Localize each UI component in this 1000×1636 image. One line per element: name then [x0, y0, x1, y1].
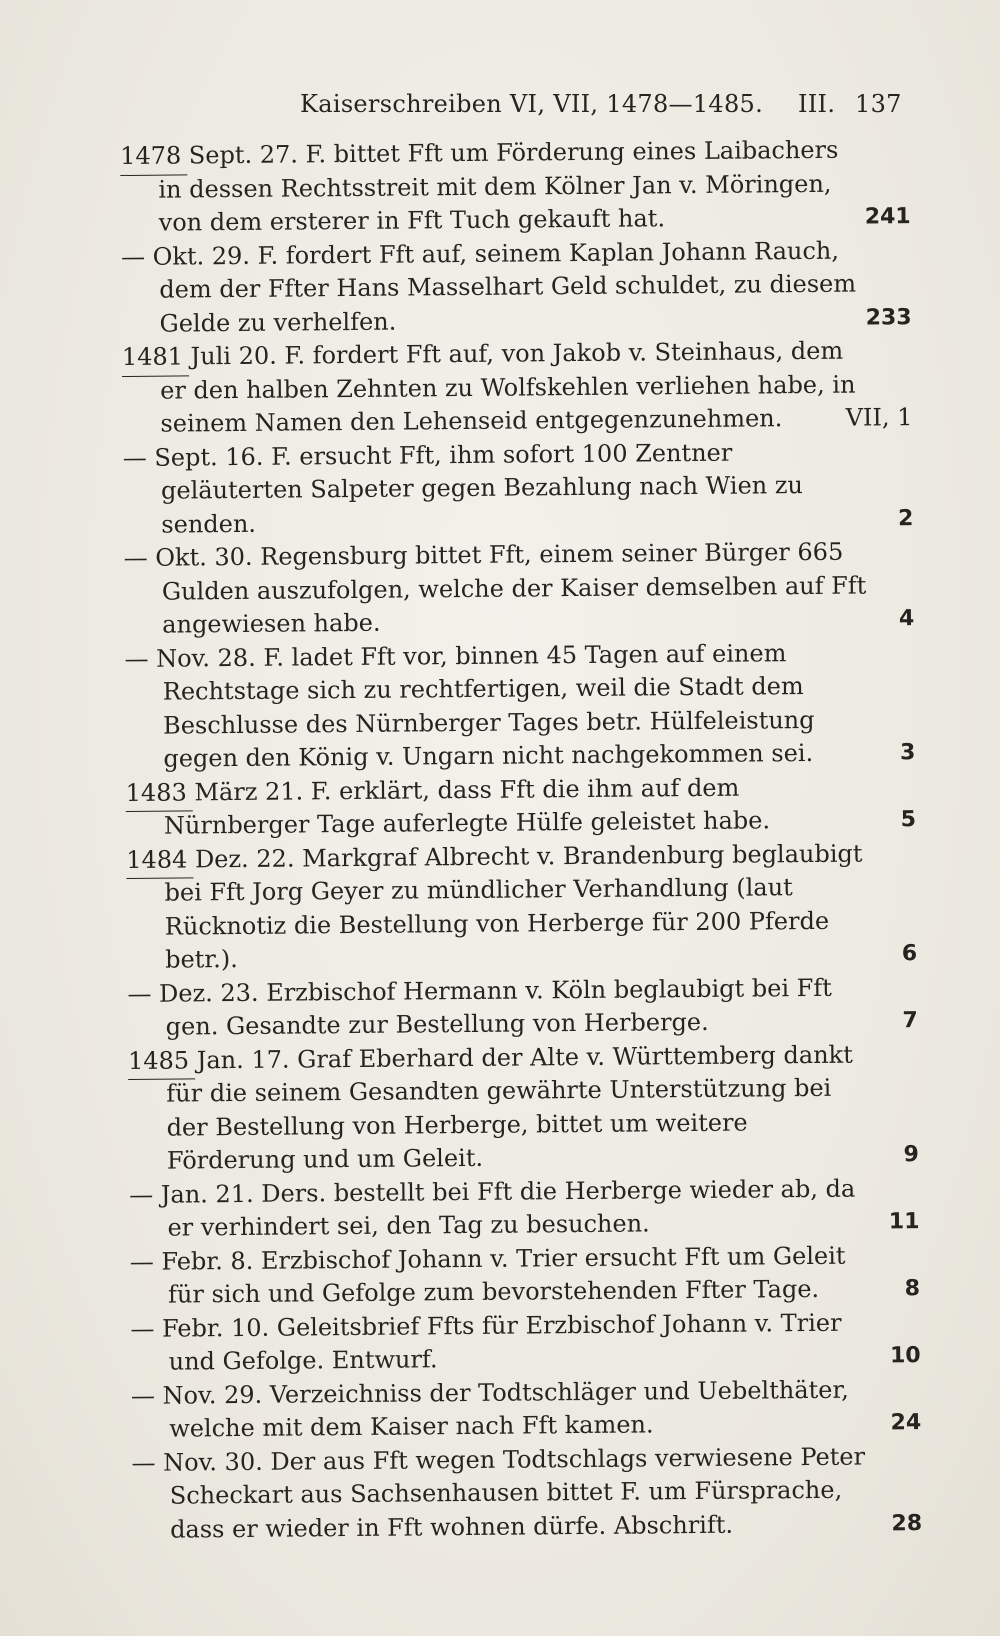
list-item — [122, 334, 913, 441]
entry-year: 1481 — [122, 340, 183, 374]
entry-text: Erzbischof Hermann v. Köln beglaubigt bei Fft gen. Gesandte zur Bestellung von Herberge. — [165, 973, 832, 1041]
entry-year: 1484 — [126, 843, 187, 877]
entry-year: 1483 — [126, 776, 187, 810]
list-item — [129, 1172, 920, 1246]
entry-ref-number: 28 — [891, 1510, 923, 1536]
list-item — [123, 435, 914, 542]
entry-ref-number: 233 — [865, 304, 912, 330]
entry-date: Okt. 30. — [155, 542, 253, 572]
entry-ref-number: 10 — [889, 1343, 921, 1369]
entry-date: Juli 20. — [190, 341, 277, 371]
entry-year: 1478 — [120, 139, 181, 173]
entry-ref-number: 11 — [888, 1209, 920, 1235]
entry-text: F. bittet Fft um Förderung eines Laibachers in dessen Rechtsstreit mit dem Kölner Jan v. Möringen, von dem ersterer in Fft Tuch gekauft hat. — [158, 135, 839, 237]
entry-ref-number: 5 — [900, 807, 917, 833]
list-item — [131, 1373, 922, 1447]
entry-text: F. fordert Fft auf, von Jakob v. Steinhaus, dem er den halben Zehnten zu Wolfskehlen verliehen habe, in seinem Namen den Lehenseid entgegenzunehmen. — [160, 336, 856, 438]
entry-year: — — [130, 1381, 156, 1410]
entry-list — [120, 133, 922, 1547]
entry-ref-number: 6 — [901, 941, 918, 967]
entry-text: Verzeichniss der Todtschläger und Uebelthäter, welche mit dem Kaiser nach Fft kamen. — [169, 1375, 849, 1443]
entry-ref-number: VII, 1 — [845, 403, 913, 432]
entry-text: F. ladet Fft vor, binnen 45 Tagen auf einem Rechtstage sich zu rechtfertigen, weil die Stadt dem Beschlusse des Nürnberger Tages betr. Hülfeleistung gegen den König v. Ungarn nicht nachgekommen sei. — [162, 638, 815, 773]
entry-text: Markgraf Albrecht v. Brandenburg beglaubigt bei Fft Jorg Geyer zu mündlicher Verhandlung (laut Rücknotiz die Bestellung von Herberge für 200 Pferde betr.). — [164, 839, 863, 974]
entry-date: Dez. 23. — [158, 978, 259, 1008]
entry-text: Der aus Fft wegen Todtschlags verwiesene Peter Scheckart aus Sachsenhausen bittet F. um Fürsprache, dass er wieder in Fft wohnen dürfe. Abschrift. — [169, 1442, 866, 1544]
entry-year: — — [127, 979, 152, 1008]
entry-year: — — [129, 1180, 154, 1209]
list-item — [121, 234, 912, 341]
entry-year: — — [120, 242, 146, 271]
list-item — [128, 1038, 919, 1179]
entry-year: — — [131, 1448, 156, 1477]
entry-date: Okt. 29. — [152, 241, 251, 271]
running-title: Kaiserschreiben VI, VII, 1478—1485. — [300, 90, 764, 118]
entry-text: Graf Eberhard der Alte v. Württemberg dankt für die seinem Gesandten gewährte Unterstützung bei der Bestellung von Herberge, bittet um weitere Förderung und um Geleit. — [166, 1040, 853, 1175]
section-number: III. — [798, 90, 836, 118]
list-item — [131, 1440, 922, 1547]
list-item — [127, 971, 918, 1045]
entry-year: — — [123, 543, 148, 572]
entry-ref-number: 4 — [898, 606, 915, 632]
entry-ref-number: 9 — [903, 1142, 919, 1168]
entry-year: — — [129, 1247, 154, 1276]
entry-date: Sept. 16. — [154, 442, 264, 472]
entry-date: Dez. 22. — [194, 844, 295, 873]
list-item — [130, 1239, 921, 1313]
entry-ref-number: 2 — [897, 505, 914, 531]
entry-date: Nov. 29. — [162, 1380, 263, 1410]
entry-date: Jan. 17. — [196, 1045, 290, 1074]
entry-year: — — [130, 1314, 155, 1343]
entry-text: F. ersucht Fft, ihm sofort 100 Zentner geläuterten Salpeter gegen Bezahlung nach Wien zu senden. — [160, 438, 804, 539]
entry-ref-number: 8 — [904, 1276, 921, 1302]
list-item — [124, 535, 915, 642]
entry-text: Erzbischof Johann v. Trier ersucht Fft um Geleit für sich und Gefolge zum bevorstehenden Ffter Tage. — [167, 1241, 846, 1309]
list-item — [120, 133, 911, 240]
entry-year: 1485 — [128, 1044, 189, 1078]
entry-date: Jan. 21. — [160, 1179, 254, 1209]
entry-ref-number: 24 — [890, 1410, 922, 1436]
page-number: 137 — [855, 90, 902, 118]
entry-date: Febr. 8. — [161, 1246, 254, 1276]
entry-text: F. erklärt, dass Fft die ihm auf dem Nürnberger Tage auferlegte Hülfe geleistet habe. — [163, 773, 771, 840]
entry-text: Ders. bestellt bei Fft die Herberge wieder ab, da er verhindert sei, den Tag zu besuchen. — [167, 1174, 856, 1242]
entry-date: Febr. 10. — [161, 1313, 270, 1343]
list-item — [126, 837, 917, 978]
list-item — [124, 636, 915, 777]
entry-text: F. fordert Fft auf, seinem Kaplan Johann Rauch, dem der Ffter Hans Masselhart Geld schuldet, zu diesem Gelde zu verhelfen. — [159, 236, 857, 338]
list-item — [130, 1306, 921, 1380]
entry-ref-number: 7 — [902, 1008, 918, 1034]
list-item — [126, 770, 917, 844]
entry-date: Nov. 30. — [163, 1447, 263, 1477]
entry-date: Nov. 28. — [156, 643, 256, 673]
entry-year: — — [122, 443, 147, 472]
entry-ref-number: 241 — [864, 204, 911, 230]
entry-date: März 21. — [194, 776, 304, 806]
running-header — [300, 90, 902, 130]
entry-date: Sept. 27. — [188, 140, 299, 170]
entry-text: Geleitsbrief Ffts für Erzbischof Johann v. Trier und Gefolge. Entwurf. — [168, 1308, 842, 1376]
entry-ref-number: 3 — [899, 740, 916, 766]
entry-text: Regensburg bittet Fft, einem seiner Bürger 665 Gulden auszufolgen, welche der Kaiser demselben auf Fft angewiesen habe. — [161, 537, 867, 639]
entry-year: — — [124, 644, 149, 673]
